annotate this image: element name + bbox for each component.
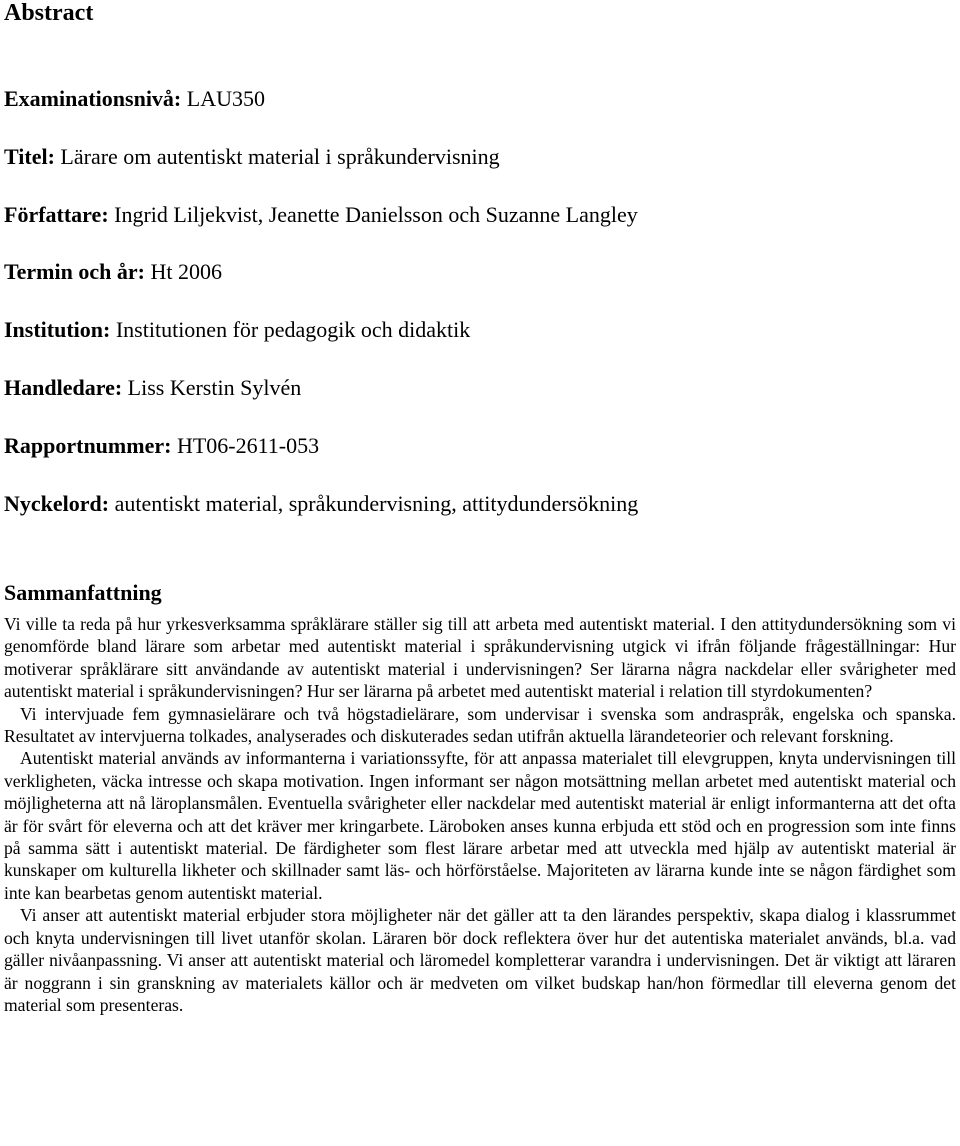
meta-value: Institutionen för pedagogik och didaktik (115, 317, 471, 342)
meta-row-termin (4, 261, 222, 283)
meta-label: Nyckelord: (4, 491, 110, 516)
meta-row-examinationsniva (4, 88, 265, 110)
meta-value: Liss Kerstin Sylvén (127, 375, 302, 400)
meta-label: Institution: (4, 317, 111, 342)
meta-value: HT06-2611-053 (176, 433, 320, 458)
meta-row-institution (4, 319, 470, 341)
meta-label: Författare: (4, 202, 109, 227)
meta-label: Examinationsnivå: (4, 86, 182, 111)
summary-body (4, 613, 956, 1016)
meta-row-handledare (4, 377, 301, 399)
meta-label: Handledare: (4, 375, 123, 400)
meta-label: Termin och år: (4, 259, 145, 284)
summary-paragraph: Vi anser att autentiskt material erbjuder stora möjligheter när det gäller att ta den lärandes perspektiv, skapa dialog i klassrummet och knyta undervisningen till livet utanför skolan. Läraren bör dock reflektera över hur det autentiska materialet används, bl.a. vad gäller nivåanpassning. Vi anser att autentiskt material och läromedel kompletterar varandra i undervisningen. Det är viktigt att läraren är noggrann i sin granskning av materialets källor och är medveten om vilket budskap han/hon förmedlar till eleverna genom det material som presenteras. (4, 905, 956, 1015)
meta-label: Rapportnummer: (4, 433, 172, 458)
summary-paragraph: Vi intervjuade fem gymnasielärare och två högstadielärare, som undervisar i svenska som andraspråk, engelska och spanska. Resultatet av intervjuerna tolkades, analyserades och diskuterades sedan utifrån aktuella lärandeteorier och relevant forskning. (4, 703, 956, 747)
meta-row-titel (4, 146, 500, 168)
meta-value: Ingrid Liljekvist, Jeanette Danielsson och Suzanne Langley (114, 202, 638, 227)
meta-row-nyckelord (4, 493, 638, 515)
meta-value: autentiskt material, språkundervisning, attitydundersökning (114, 491, 639, 516)
summary-paragraph: Vi ville ta reda på hur yrkesverksamma språklärare ställer sig till att arbeta med autentiskt material. I den attitydundersökning som vi genomförde bland lärare som arbetar med autentiskt material i språkundervisning utgick vi ifrån följande frågeställningar: Hur motiverar språklärare sitt användande av autentiskt material i undervisningen? Ser lärarna några nackdelar eller svårigheter med autentiskt material i språkundervisningen? Hur ser lärarna på arbetet med autentiskt material i relation till styrdokumenten? (4, 614, 956, 702)
meta-value: Ht 2006 (150, 259, 222, 284)
meta-label: Titel: (4, 144, 55, 169)
meta-row-forfattare (4, 204, 638, 226)
summary-heading: Sammanfattning (4, 580, 162, 605)
meta-value: Lärare om autentiskt material i språkundervisning (60, 144, 500, 169)
abstract-heading: Abstract (4, 0, 94, 26)
meta-value: LAU350 (186, 86, 265, 111)
summary-paragraph: Autentiskt material används av informanterna i variationssyfte, för att anpassa materialet till elevgruppen, knyta undervisningen till verkligheten, väcka intresse och skapa motivation. Ingen informant ser någon motsättning mellan arbetet med autentiskt material och möjligheterna att nå läroplansmålen. Eventuella svårigheter eller nackdelar med autentiskt material är enligt informanterna att det ofta är för svårt för eleverna och att det kräver mer kringarbete. Läroboken anses kunna erbjuda ett stöd och en progression som inte finns på samma sätt i autentiskt material. De färdigheter som flest lärare arbetar med att utveckla med hjälp av autentiskt material är kunskaper om kulturella likheter och skillnader samt läs- och hörförståelse. Majoriteten av lärarna kunde inte se någon färdighet som inte kan bearbetas genom autentiskt material. (4, 748, 956, 903)
meta-row-rapportnummer (4, 435, 319, 457)
